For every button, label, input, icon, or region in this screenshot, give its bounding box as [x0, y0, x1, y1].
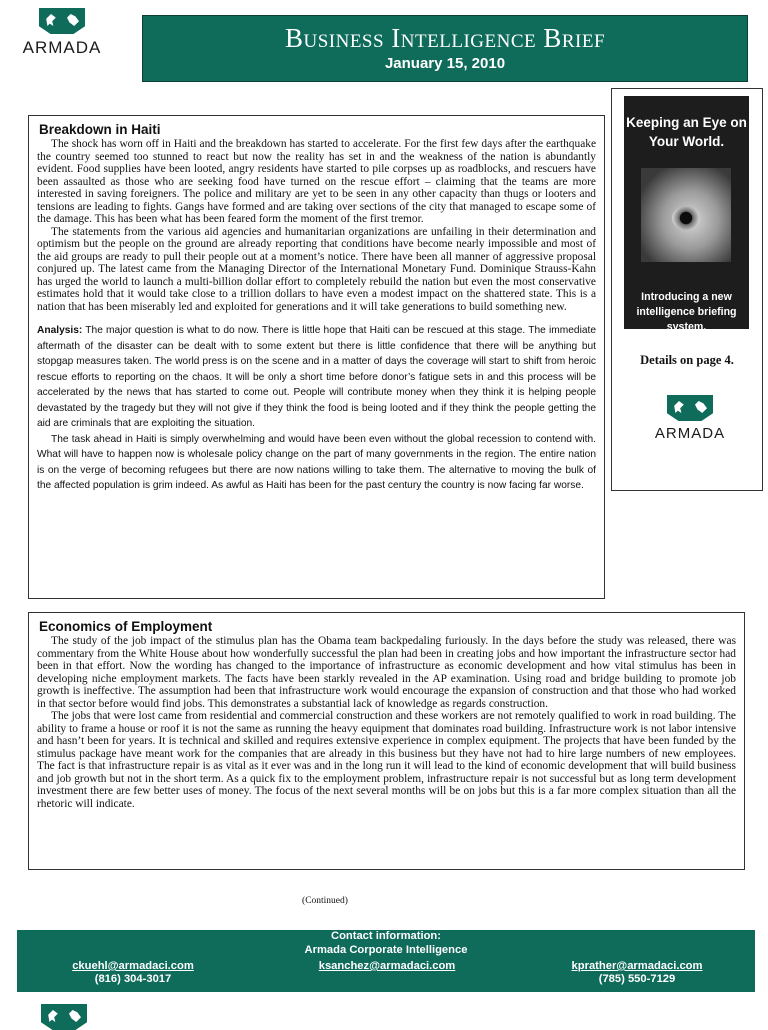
analysis-label: Analysis: — [37, 325, 83, 336]
article-paragraph: The statements from the various aid agencies and humanitarian organizations are unfailing in their determination and optimism but the people on the ground are already reporting that conditions have become nearly impossible and most of the aid groups are ready to pull their people out at a moment’s notice. There have been all manner of aggressive proposal conjured up. The latest came from the Managing Director of the International Monetary Fund. Dominique Strauss-Kahn has urged the world to launch a multi-billion dollar effort to completely rebuild the nation but even the most conservative estimates hold that it would take close to a trillion dollars to have even a modest impact on the shattered state. This is a nation that has been miserably led and exploited for generations and it will take generations to build something new. — [37, 225, 596, 313]
eye-iris — [672, 206, 700, 230]
analysis-paragraph: The task ahead in Haiti is simply overwhelming and would have been even without the global recession to contend with. What will have to happen now is wholesale policy change on the part of many governments in the region. The entire nation is on the verge of becoming refugees but there are now nations willing to take them. The alternative to moving the bulk of the affected population is grim indeed. As awful as Haiti has been for the past century the country is now facing far worse. — [37, 433, 596, 491]
article-heading: Breakdown in Haiti — [39, 122, 161, 137]
analysis-text: The major question is what to do now. There is little hope that Haiti can be rescued at this stage. The immediate aftermath of the disaster can be dealt with to some extent but there is little confidence that there will be anything but stopgap measures taken. The world press is on the scene and in a matter of days the coverage will start to shift from heroic rescue efforts to reporting on the chaos. It will be only a short time before donor’s fatigue sets in and this process will be accelerated by the news that has started to come out. People will contribute money when they think it is helping people devastated by the tragedy but they will not give if they think the food is being looted and if they think the people getting the aid are criminals that are exploiting the situation. — [37, 325, 596, 429]
company-name: Armada Corporate Intelligence — [304, 944, 468, 956]
shield-icon — [667, 395, 713, 421]
page-title: Business Intelligence Brief — [284, 23, 606, 53]
contact-entry — [59, 960, 207, 985]
contact-entry — [297, 960, 477, 973]
armada-logo — [640, 395, 740, 442]
analysis-paragraph — [37, 323, 596, 432]
armada-logo — [14, 8, 110, 58]
logo-wordmark: ARMADA — [654, 425, 726, 442]
contact-footer — [17, 930, 755, 992]
article-heading: Economics of Employment — [39, 619, 213, 634]
article-paragraph: The shock has worn off in Haiti and the breakdown has started to accelerate. For the first few days after the earthquake the country seemed too stunned to react but now the reality has set in and the weakness of the nation is abundantly evident. Food supplies have been looted, angry residents have started to pile corpses up as roadblocks, and rescuers have been assaulted as those who are seeking food have turned on the rescue effort – claiming that the teams are more interested in saving foreigners. The police and military are yet to be seen in any other capacity than thugs or looters and tensions are leading to fights. Gangs have formed and are taking over sections of the city that managed to escape some of the damage. This has been what has been feared form the moment of the first tremor. — [37, 138, 596, 225]
email-link[interactable]: kprather@armadaci.com — [571, 960, 703, 972]
armada-logo — [34, 1004, 94, 1030]
ad-title: Keeping an Eye on Your World. — [626, 115, 747, 149]
header-banner — [142, 15, 748, 82]
article-paragraph: The study of the job impact of the stimulus plan has the Obama team backpedaling furiously. In the days before the study was released, there was commentary from the White House about how wonderfully successful the plan had been in creating jobs and how important the infrastructure sector had been in that effort. Now the wording has changed to the importance of infrastructure as economic development and how vital stimulus has been in developing niche employment markets. The facts have been starkly revealed in the AP examination. Using road and bridge building to promote job growth is ineffective. The assumption had been that infrastructure work would encourage the expansion of construction and that those who had worked in that sector before would find jobs. This demonstrates a substantial lack of knowledge as regards construction. — [37, 635, 736, 710]
email-link[interactable]: ckuehl@armadaci.com — [72, 960, 194, 972]
contact-entry — [562, 960, 712, 985]
eye-image — [641, 168, 731, 262]
shield-icon — [41, 1004, 87, 1030]
logo-wordmark: ARMADA — [22, 38, 102, 57]
shield-icon — [39, 8, 85, 34]
contact-heading: Contact information: — [330, 930, 441, 942]
continued-note: (Continued) — [302, 896, 348, 906]
article-paragraph: The jobs that were lost came from residential and commercial construction and these workers are not remotely qualified to work in road building. The ability to frame a house or roof it is not the same as running the heavy equipment that dominates road building. Infrastructure work is not labor intensive and hasn’t been for years. It is technical and skilled and requires extensive experience in complex equipment. The projects that have been funded by the stimulus package have meant work for the companies that are already in this business but they have not had to hire large numbers of new employees. The fact is that infrastructure repair is as vital as it ever was and in the long run it will lead to the kind of economic development that will build business and job growth but not in the short term. As a quick fix to the employment problem, infrastructure repair is not successful but as long term development investment there are few better uses of money. The focus of the next several months will be on jobs but this is a far more complex situation than all the rhetoric will indicate. — [37, 710, 736, 810]
article-breakdown-in-haiti — [28, 115, 605, 599]
phone-number: (785) 550-7129 — [598, 972, 676, 985]
issue-date: January 15, 2010 — [384, 55, 506, 72]
ad-panel — [624, 96, 749, 333]
article-economics-of-employment — [28, 612, 745, 870]
email-link[interactable]: ksanchez@armadaci.com — [318, 960, 456, 972]
phone-number: (816) 304-3017 — [94, 972, 172, 985]
ad-subtitle: Introducing a new intelligence briefing system. — [636, 291, 737, 333]
details-note: Details on page 4. — [640, 353, 734, 367]
